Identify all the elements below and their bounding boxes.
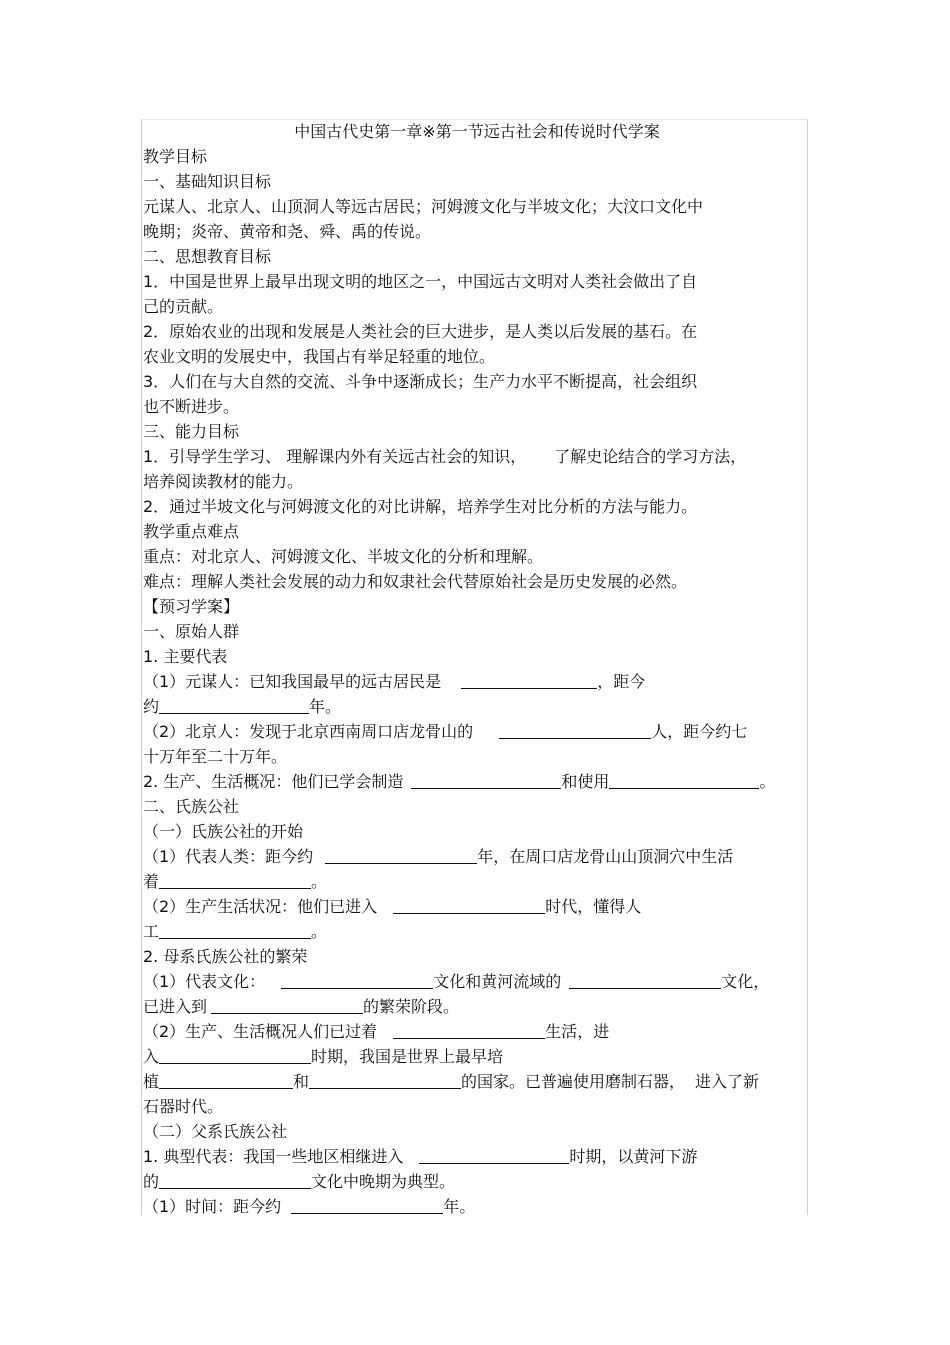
subsection-heading: （一）氏族公社的开始 [143,822,304,841]
text-segment: 。 [311,922,328,941]
fill-line [143,969,811,994]
text-segment: 入 [143,1047,160,1066]
text-segment: （2）北京人：发现于北京西南周口店龙骨山的 [143,722,474,741]
text-segment: 的 [143,1172,160,1191]
text-segment: 工 [143,922,160,941]
text-segment: 文化中晚期为典型。 [311,1172,456,1191]
text-segment: 进入了新 [695,1072,760,1091]
text-segment: （1）时间：距今约 [143,1197,282,1216]
subsection-heading: 1. 主要代表 [143,647,228,666]
paragraph-line: 重点：对北京人、河姆渡文化、半坡文化的分析和理解。 [143,547,544,566]
text-segment: 生活，进 [545,1022,610,1041]
text-segment: 和 [293,1072,310,1091]
fill-line [143,869,811,894]
text-segment: 时代，懂得人 [545,897,642,916]
answer-blank[interactable] [159,697,309,714]
subsection-heading: 2. 母系氏族公社的繁荣 [143,947,308,966]
text-segment: 植 [143,1072,160,1091]
subsection-heading: 一、原始人群 [143,622,240,641]
text-segment: 年。 [309,697,342,716]
section-heading: 【预习学案】 [143,597,240,616]
paragraph-line: 十万年至二十万年。 [143,747,288,766]
text-segment: ，距今 [597,672,646,691]
answer-blank[interactable] [309,1072,461,1089]
paragraph-line: 也不断进步。 [143,397,240,416]
fill-line [143,894,811,919]
fill-line [143,669,811,694]
paragraph-line: 己的贡献。 [143,297,224,316]
fill-line [143,1019,811,1044]
fill-line [143,769,811,794]
text-segment: 着 [143,872,160,891]
text-segment: 和使用 [561,772,610,791]
subsection-heading: （二）父系氏族公社 [143,1122,288,1141]
text-segment: 文化， [721,972,770,991]
text-segment: 了解史论结合的学习方法， [554,447,747,466]
answer-blank[interactable] [609,772,759,789]
answer-blank[interactable] [419,1147,569,1164]
answer-blank[interactable] [461,672,597,689]
paragraph-line: 1．中国是世界上最早出现文明的地区之一，中国远古文明对人类社会做出了自 [143,272,698,291]
document-body [143,119,811,1219]
text-segment: 文化和黄河流域的 [433,972,562,991]
text-segment: 2. 生产、生活概况：他们已学会制造 [143,772,404,791]
answer-blank[interactable] [159,1047,311,1064]
answer-blank[interactable] [211,997,363,1014]
text-segment: （1）元谋人：已知我国最早的远古居民是 [143,672,442,691]
paragraph-line: 2．通过半坡文化与河姆渡文化的对比讲解，培养学生对比分析的方法与能力。 [143,497,698,516]
text-segment: 的国家。已普遍使用磨制石器， [461,1072,686,1091]
text-segment: （2）生产生活状况：他们已进入 [143,897,378,916]
paragraph-line: 石器时代。 [143,1097,224,1116]
section-heading: 教学目标 [143,147,208,166]
page-title: 中国古代史第一章※第一节远古社会和传说时代学案 [294,122,660,141]
fill-line [143,719,811,744]
answer-blank[interactable] [281,972,433,989]
text-segment: （1）代表文化： [143,972,266,991]
paragraph-line: 难点：理解人类社会发展的动力和奴隶社会代替原始社会是历史发展的必然。 [143,572,688,591]
text-segment: 人，距今约七 [651,722,748,741]
text-segment: （2）生产、生活概况人们已过着 [143,1022,378,1041]
text-segment: 年，在周口店龙骨山山顶洞穴中生活 [477,847,734,866]
answer-blank[interactable] [325,847,477,864]
paragraph-line: 2．原始农业的出现和发展是人类社会的巨大进步，是人类以后发展的基石。在 [143,322,698,341]
fill-line [143,1194,811,1219]
section-heading: 教学重点难点 [143,522,240,541]
fill-line [143,1069,811,1094]
subsection-heading: 一、基础知识目标 [143,172,272,191]
subsection-heading: 三、能力目标 [143,422,240,441]
text-segment: 已进入到 [143,997,208,1016]
paragraph-line: 晚期；炎帝、黄帝和尧、舜、禹的传说。 [143,222,432,241]
answer-blank[interactable] [569,972,721,989]
answer-blank[interactable] [291,1197,443,1214]
text-segment: 1．引导学生学习、 理解课内外有关远古社会的知识， [143,447,527,466]
answer-blank[interactable] [159,1172,311,1189]
fill-line [143,694,811,719]
fill-line [143,1169,811,1194]
text-segment: 的繁荣阶段。 [363,997,460,1016]
subsection-heading: 二、思想教育目标 [143,247,272,266]
subsection-heading: 二、氏族公社 [143,797,240,816]
answer-blank[interactable] [393,1022,545,1039]
paragraph-line [143,444,811,469]
fill-line [143,1044,811,1069]
text-segment: 1. 典型代表：我国一些地区相继进入 [143,1147,404,1166]
fill-line [143,844,811,869]
fill-line [143,994,811,1019]
text-segment: 。 [311,872,328,891]
text-segment: 时期，我国是世界上最早培 [311,1047,504,1066]
answer-blank[interactable] [159,922,311,939]
fill-line [143,1144,811,1169]
paragraph-line: 元谋人、北京人、山顶洞人等远古居民；河姆渡文化与半坡文化；大汶口文化中 [143,197,704,216]
answer-blank[interactable] [499,722,651,739]
answer-blank[interactable] [159,872,311,889]
answer-blank[interactable] [393,897,545,914]
paragraph-line: 农业文明的发展史中，我国占有举足轻重的地位。 [143,347,496,366]
text-segment: 。 [759,772,776,791]
text-segment: 年。 [443,1197,476,1216]
answer-blank[interactable] [159,1072,293,1089]
text-segment: （1）代表人类：距今约 [143,847,314,866]
text-segment: 时期，以黄河下游 [569,1147,698,1166]
paragraph-line: 3．人们在与大自然的交流、斗争中逐渐成长；生产力水平不断提高，社会组织 [143,372,698,391]
answer-blank[interactable] [411,772,561,789]
fill-line [143,919,811,944]
text-segment: 约 [143,697,160,716]
paragraph-line: 培养阅读教材的能力。 [143,472,304,491]
